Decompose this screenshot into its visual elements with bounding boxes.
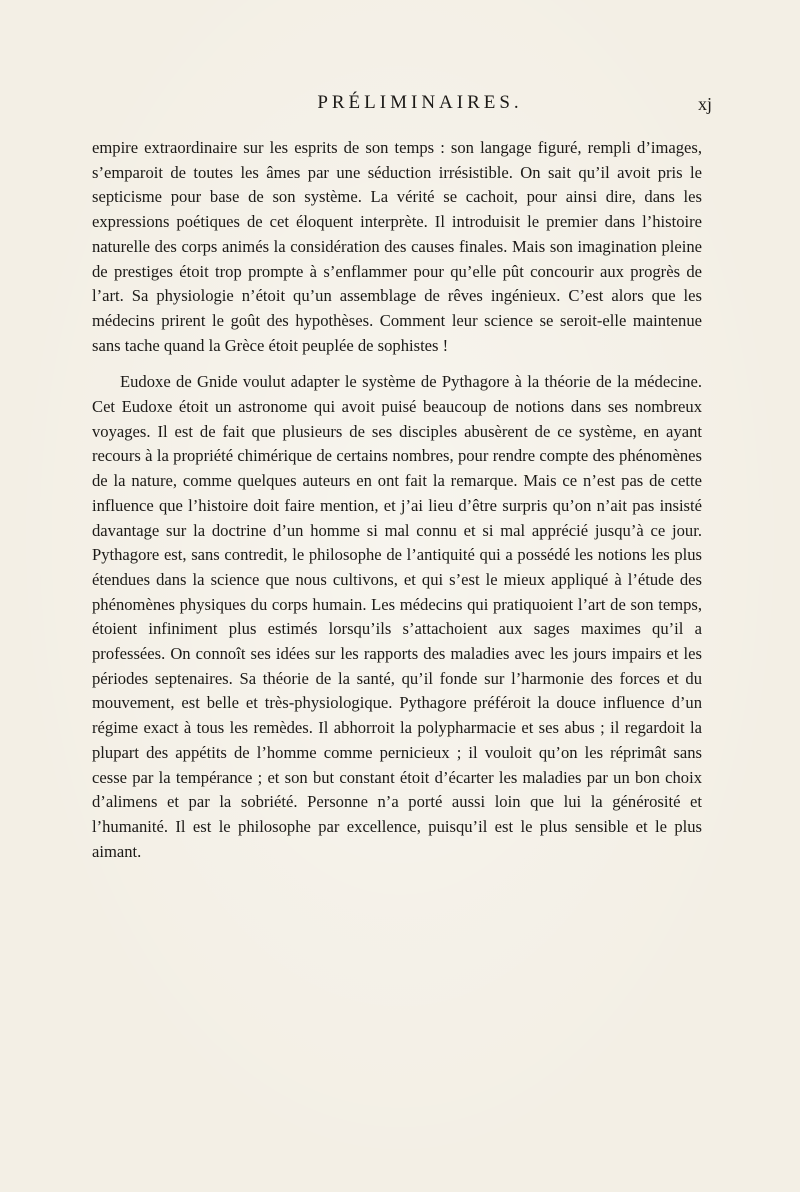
running-title: PRÉLIMINAIRES. — [317, 92, 523, 113]
running-header — [128, 92, 712, 122]
page-number: xj — [697, 94, 712, 114]
body-text — [92, 136, 702, 864]
paragraph: Eudoxe de Gnide voulut adapter le système de Pythagore à la théorie de la médecine. Cet Eudoxe étoit un astronome qui avoit puisé beaucoup de notions dans ses nombreux voyages. Il est de fait que plusieurs de ses disciples abusèrent de ce système, en ayant recours à la propriété chimérique de certains nombres, pour rendre compte des phénomènes de la nature, comme quelques auteurs en ont fait la remarque. Mais ce n’est pas de cette influence que l’histoire doit faire mention, et j’ai lieu d’être surpris qu’on n’ait pas insisté davantage sur la doctrine d’un homme si mal connu et si mal apprécié jusqu’à ce jour. Pythagore est, sans contredit, le philosophe de l’antiquité qui a possédé les notions les plus étendues dans la science que nous cultivons, et qui s’est le mieux appliqué à l’étude des phénomènes physiques du corps humain. Les médecins qui pratiquoient l’art de son temps, étoient infiniment plus estimés lorsqu’ils s’attachoient aux sages maximes qu’il a professées. On connoît ses idées sur les rapports des maladies avec les jours impairs et les périodes septenaires. Sa théorie de la santé, qu’il fonde sur l’harmonie des forces et du mouvement, est belle et très-physiologique. Pythagore préféroit la douce influence d’un régime exact à tous les remèdes. Il abhorroit la polypharmacie et ses abus ; il regardoit la plupart des appétits de l’homme comme pernicieux ; il vouloit qu’on les réprimât sans cesse par la tempérance ; et son but constant étoit d’écarter les maladies par un bon choix d’alimens et par la sobriété. Personne n’a porté aussi loin que lui la générosité et l’humanité. Il est le philosophe par excellence, puisqu’il est le plus sensible et le plus aimant. — [92, 372, 702, 861]
paragraph: empire extraordinaire sur les esprits de son temps : son langage figuré, rempli d’images, s’emparoit de toutes les âmes par une séduction irrésistible. On sait qu’il avoit pris le septicisme pour base de son système. La vérité se cachoit, pour ainsi dire, dans les expressions poétiques de cet éloquent interprète. Il introduisit le premier dans l’histoire naturelle des corps animés la considération des causes finales. Mais son imagination pleine de prestiges étoit trop prompte à s’enflammer pour qu’elle pût concourir aux progrès de l’art. Sa physiologie n’étoit qu’un assemblage de rêves ingénieux. C’est alors que les médecins prirent le goût des hypothèses. Comment leur science se seroit-elle maintenue sans tache quand la Grèce étoit peuplée de sophistes ! — [92, 138, 702, 355]
